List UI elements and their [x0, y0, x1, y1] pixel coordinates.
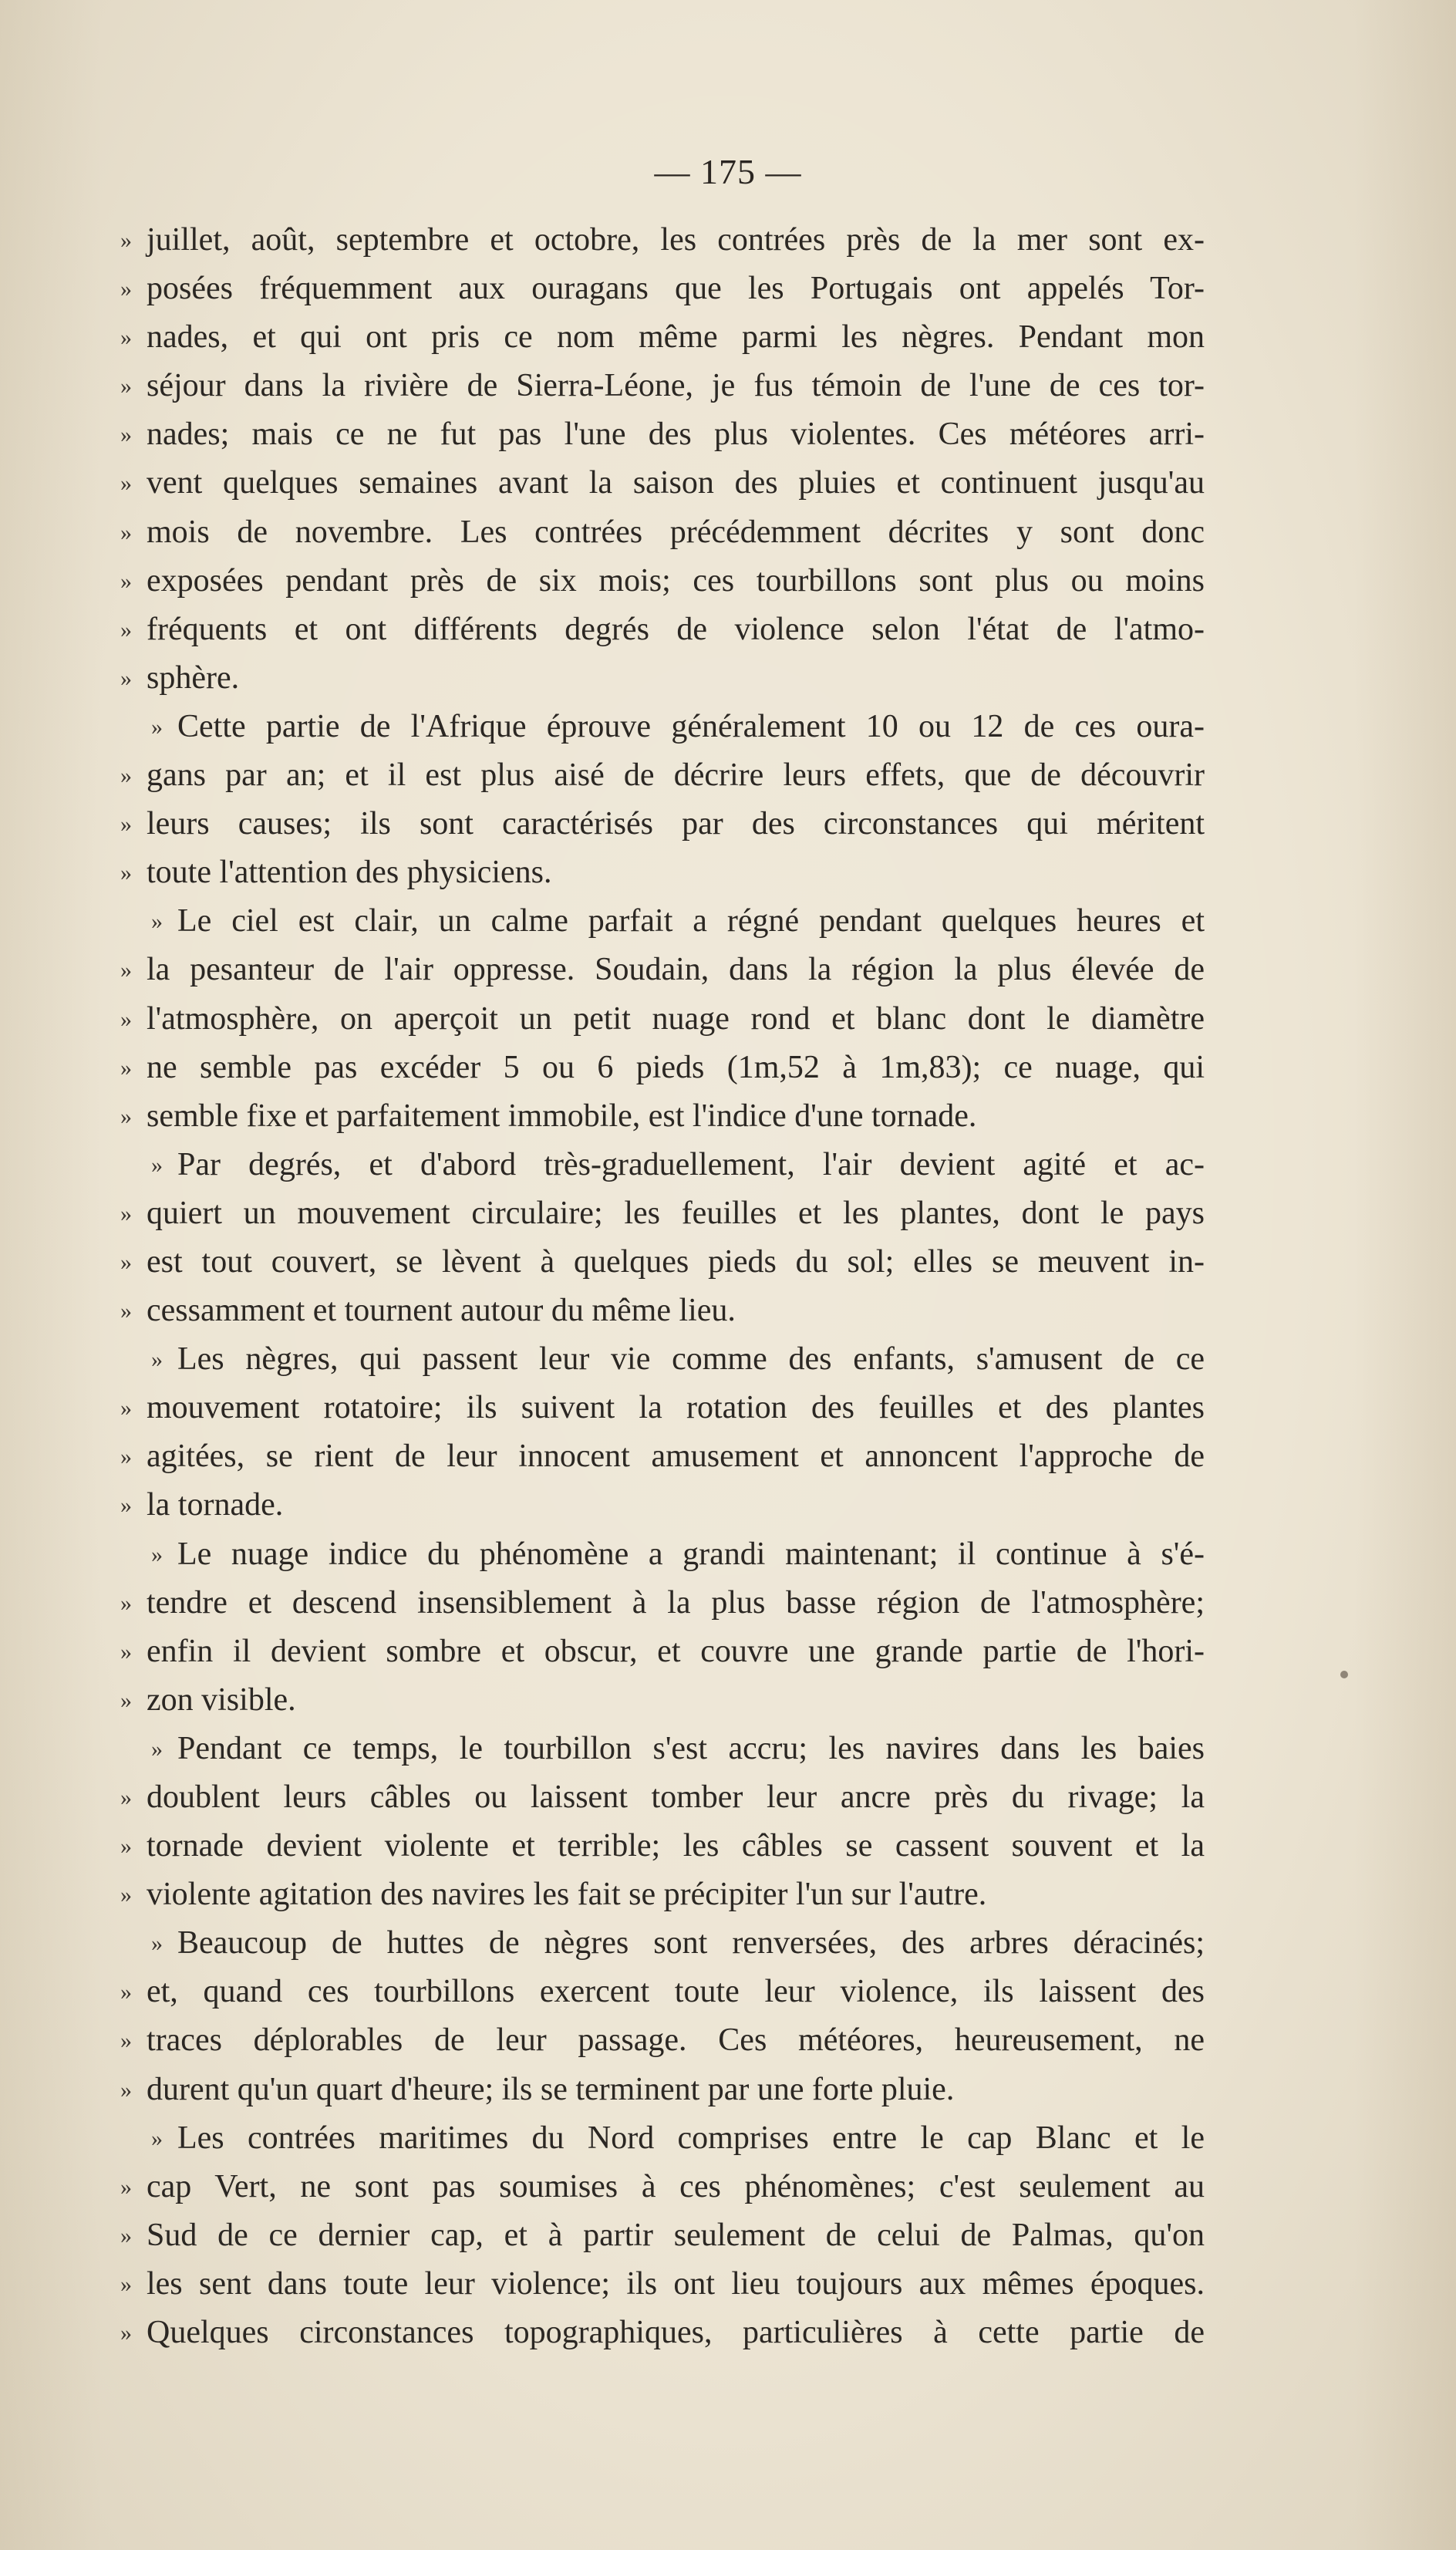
text-line: [120, 800, 1205, 848]
text-line: [120, 654, 1205, 703]
text-line: [120, 1384, 1205, 1432]
text-line: [130, 703, 1205, 751]
line-text: cap Vert, ne sont pas soumises à ces phénomènes; c'est seulement au: [147, 2168, 1205, 2204]
text-line: [120, 1238, 1205, 1287]
quote-mark: »: [120, 1006, 132, 1032]
line-text: les sent dans toute leur violence; ils ont lieu toujours aux mêmes époques.: [147, 2265, 1205, 2302]
line-text: Pendant ce temps, le tourbillon s'est accru; les navires dans les baies: [177, 1730, 1205, 1766]
quote-mark: »: [151, 1735, 163, 1762]
text-line: [130, 1919, 1205, 1968]
quote-mark: »: [120, 1638, 132, 1665]
text-line: [120, 1044, 1205, 1092]
text-line: [120, 1968, 1205, 2016]
line-text: toute l'attention des physiciens.: [147, 855, 552, 891]
text-line: [120, 946, 1205, 994]
line-text: Les contrées maritimes du Nord comprises entre le cap Blanc et le: [177, 2120, 1205, 2156]
quote-mark: »: [151, 713, 163, 740]
text-line: [120, 2211, 1205, 2260]
quote-mark: »: [120, 1979, 132, 2005]
line-text: agitées, se rient de leur innocent amusement et annoncent l'approche de: [147, 1439, 1205, 1475]
line-text: séjour dans la rivière de Sierra-Léone, je fus témoin de l'une de ces tor-: [147, 368, 1205, 404]
quote-mark: »: [120, 1785, 132, 1810]
quote-mark: »: [120, 1054, 132, 1081]
line-text: l'atmosphère, on aperçoit un petit nuage rond et blanc dont le diamètre: [147, 1000, 1205, 1037]
text-line: [120, 2260, 1205, 2309]
line-text: traces déplorables de leur passage. Ces météores, heureusement, ne: [147, 2022, 1205, 2059]
quote-mark: »: [151, 1347, 163, 1373]
text-line: [120, 1773, 1205, 1822]
quote-mark: »: [120, 1444, 132, 1470]
quote-mark: »: [120, 1298, 132, 1324]
quote-mark: »: [151, 1541, 163, 1567]
line-text: durent qu'un quart d'heure; ils se terminent par une forte pluie.: [147, 2071, 955, 2107]
text-line: [130, 1335, 1205, 1384]
quote-mark: »: [120, 471, 132, 497]
text-line: [120, 1189, 1205, 1238]
line-text: exposées pendant près de six mois; ces tourbillons sont plus ou moins: [147, 562, 1205, 599]
line-text: la tornade.: [147, 1487, 284, 1523]
quote-mark: »: [120, 665, 132, 691]
text-line: [120, 995, 1205, 1044]
quote-mark: »: [151, 909, 163, 935]
line-text: Sud de ce dernier cap, et à partir seulement de celui de Palmas, qu'on: [147, 2217, 1205, 2253]
quote-mark: »: [120, 2076, 132, 2103]
page-number: — 175 —: [654, 152, 802, 191]
text-line: [120, 216, 1205, 265]
quote-mark: »: [120, 373, 132, 400]
line-text: fréquents et ont différents degrés de violence selon l'état de l'atmo-: [147, 611, 1205, 647]
quote-mark: »: [120, 2320, 132, 2346]
quote-mark: »: [151, 1152, 163, 1178]
line-text: nades, et qui ont pris ce nom même parmi les nègres. Pendant mon: [147, 319, 1205, 356]
line-text: cessamment et tournent autour du même lieu.: [147, 1293, 736, 1329]
text-line: [120, 2066, 1205, 2114]
quote-mark: »: [120, 519, 132, 545]
line-text: Quelques circonstances topographiques, particulières à cette partie de: [147, 2315, 1205, 2351]
text-line: [120, 1676, 1205, 1725]
line-text: la pesanteur de l'air oppresse. Soudain, dans la région la plus élevée de: [147, 952, 1205, 988]
line-text: juillet, août, septembre et octobre, les contrées près de la mer sont ex-: [147, 222, 1205, 258]
quote-mark: »: [120, 1833, 132, 1860]
quote-mark: »: [120, 1103, 132, 1129]
text-line: [120, 1432, 1205, 1481]
quote-mark: »: [120, 2028, 132, 2054]
text-line: [130, 1141, 1205, 1189]
text-line: [120, 459, 1205, 508]
line-text: Le ciel est clair, un calme parfait a régné pendant quelques heures et: [177, 903, 1205, 939]
quote-mark: »: [120, 1395, 132, 1422]
line-text: enfin il devient sombre et obscur, et couvre une grande partie de l'hori-: [147, 1633, 1205, 1669]
quote-mark: »: [120, 2222, 132, 2248]
quote-mark: »: [120, 1590, 132, 1616]
text-line: [120, 1822, 1205, 1870]
line-text: leurs causes; ils sont caractérisés par des circonstances qui méritent: [147, 806, 1205, 842]
text-line: [120, 410, 1205, 459]
line-text: et, quand ces tourbillons exercent toute leur violence, ils laissent des: [147, 1974, 1205, 2010]
text-line: [120, 848, 1205, 897]
quote-mark: »: [120, 616, 132, 643]
quote-mark: »: [120, 422, 132, 448]
text-line: [130, 2114, 1205, 2163]
text-line: [120, 1579, 1205, 1627]
quote-mark: »: [120, 1249, 132, 1275]
line-text: Cette partie de l'Afrique éprouve généralement 10 ou 12 de ces oura-: [177, 708, 1205, 744]
text-line: [120, 1870, 1205, 1919]
line-text: Le nuage indice du phénomène a grandi maintenant; il continue à s'é-: [177, 1536, 1205, 1572]
line-text: mouvement rotatoire; ils suivent la rotation des feuilles et des plantes: [147, 1390, 1205, 1426]
quote-mark: »: [151, 2125, 163, 2151]
text-line: [130, 1530, 1205, 1579]
text-line: [120, 1481, 1205, 1530]
line-text: semble fixe et parfaitement immobile, est l'indice d'une tornade.: [147, 1098, 977, 1134]
quote-mark: »: [120, 1882, 132, 1908]
line-text: tendre et descend insensiblement à la plus basse région de l'atmosphère;: [147, 1584, 1205, 1621]
text-line: [120, 265, 1205, 313]
line-text: Par degrés, et d'abord très-graduellement, l'air devient agité et ac-: [177, 1146, 1205, 1182]
text-line: [120, 2163, 1205, 2211]
line-text: sphère.: [147, 659, 240, 696]
text-line: [120, 508, 1205, 557]
line-text: mois de novembre. Les contrées précédemment décrites y sont donc: [147, 514, 1205, 550]
quote-mark: »: [120, 568, 132, 594]
text-line: [130, 1725, 1205, 1773]
text-line: [120, 605, 1205, 654]
quote-mark: »: [120, 1687, 132, 1713]
line-text: doublent leurs câbles ou laissent tomber leur ancre près du rivage; la: [147, 1779, 1205, 1815]
line-text: nades; mais ce ne fut pas l'une des plus violentes. Ces météores arri-: [147, 417, 1205, 453]
quote-mark: »: [120, 957, 132, 983]
quote-mark: »: [120, 228, 132, 253]
text-line: [130, 897, 1205, 946]
line-text: tornade devient violente et terrible; les câbles se cassent souvent et la: [147, 1828, 1205, 1864]
line-text: posées fréquemment aux ouragans que les Portugais ont appelés Tor-: [147, 271, 1205, 307]
quote-mark: »: [120, 1200, 132, 1226]
text-line: [120, 313, 1205, 362]
text-line: [120, 557, 1205, 605]
quote-mark: »: [120, 811, 132, 838]
ink-spot: [1340, 1671, 1348, 1678]
quote-mark: »: [120, 860, 132, 886]
line-text: est tout couvert, se lèvent à quelques pieds du sol; elles se meuvent in-: [147, 1243, 1205, 1280]
text-line: [120, 2309, 1205, 2357]
line-text: ne semble pas excéder 5 ou 6 pieds (1m,52 à 1m,83); ce nuage, qui: [147, 1049, 1205, 1085]
quote-mark: »: [120, 1493, 132, 1519]
line-text: vent quelques semaines avant la saison des pluies et continuent jusqu'au: [147, 465, 1205, 501]
quote-mark: »: [120, 763, 132, 789]
line-text: gans par an; et il est plus aisé de décrire leurs effets, que de découvrir: [147, 757, 1205, 794]
quote-mark: »: [120, 325, 132, 351]
text-line: [120, 1287, 1205, 1335]
text-line: [120, 751, 1205, 800]
line-text: zon visible.: [147, 1681, 296, 1718]
line-text: quiert un mouvement circulaire; les feuilles et les plantes, dont le pays: [147, 1195, 1205, 1231]
quote-mark: »: [120, 2174, 132, 2200]
text-line: [120, 1627, 1205, 1676]
line-text: violente agitation des navires les fait se précipiter l'un sur l'autre.: [147, 1877, 987, 1913]
quote-mark: »: [120, 2271, 132, 2297]
line-text: Beaucoup de huttes de nègres sont renversées, des arbres déracinés;: [177, 1925, 1205, 1961]
line-text: Les nègres, qui passent leur vie comme des enfants, s'amusent de ce: [177, 1341, 1205, 1378]
text-line: [120, 362, 1205, 410]
text-line: [120, 2016, 1205, 2065]
quote-mark: »: [151, 1931, 163, 1957]
text-line: [120, 1092, 1205, 1141]
quote-mark: »: [120, 276, 132, 302]
body-text: [120, 216, 1205, 2357]
